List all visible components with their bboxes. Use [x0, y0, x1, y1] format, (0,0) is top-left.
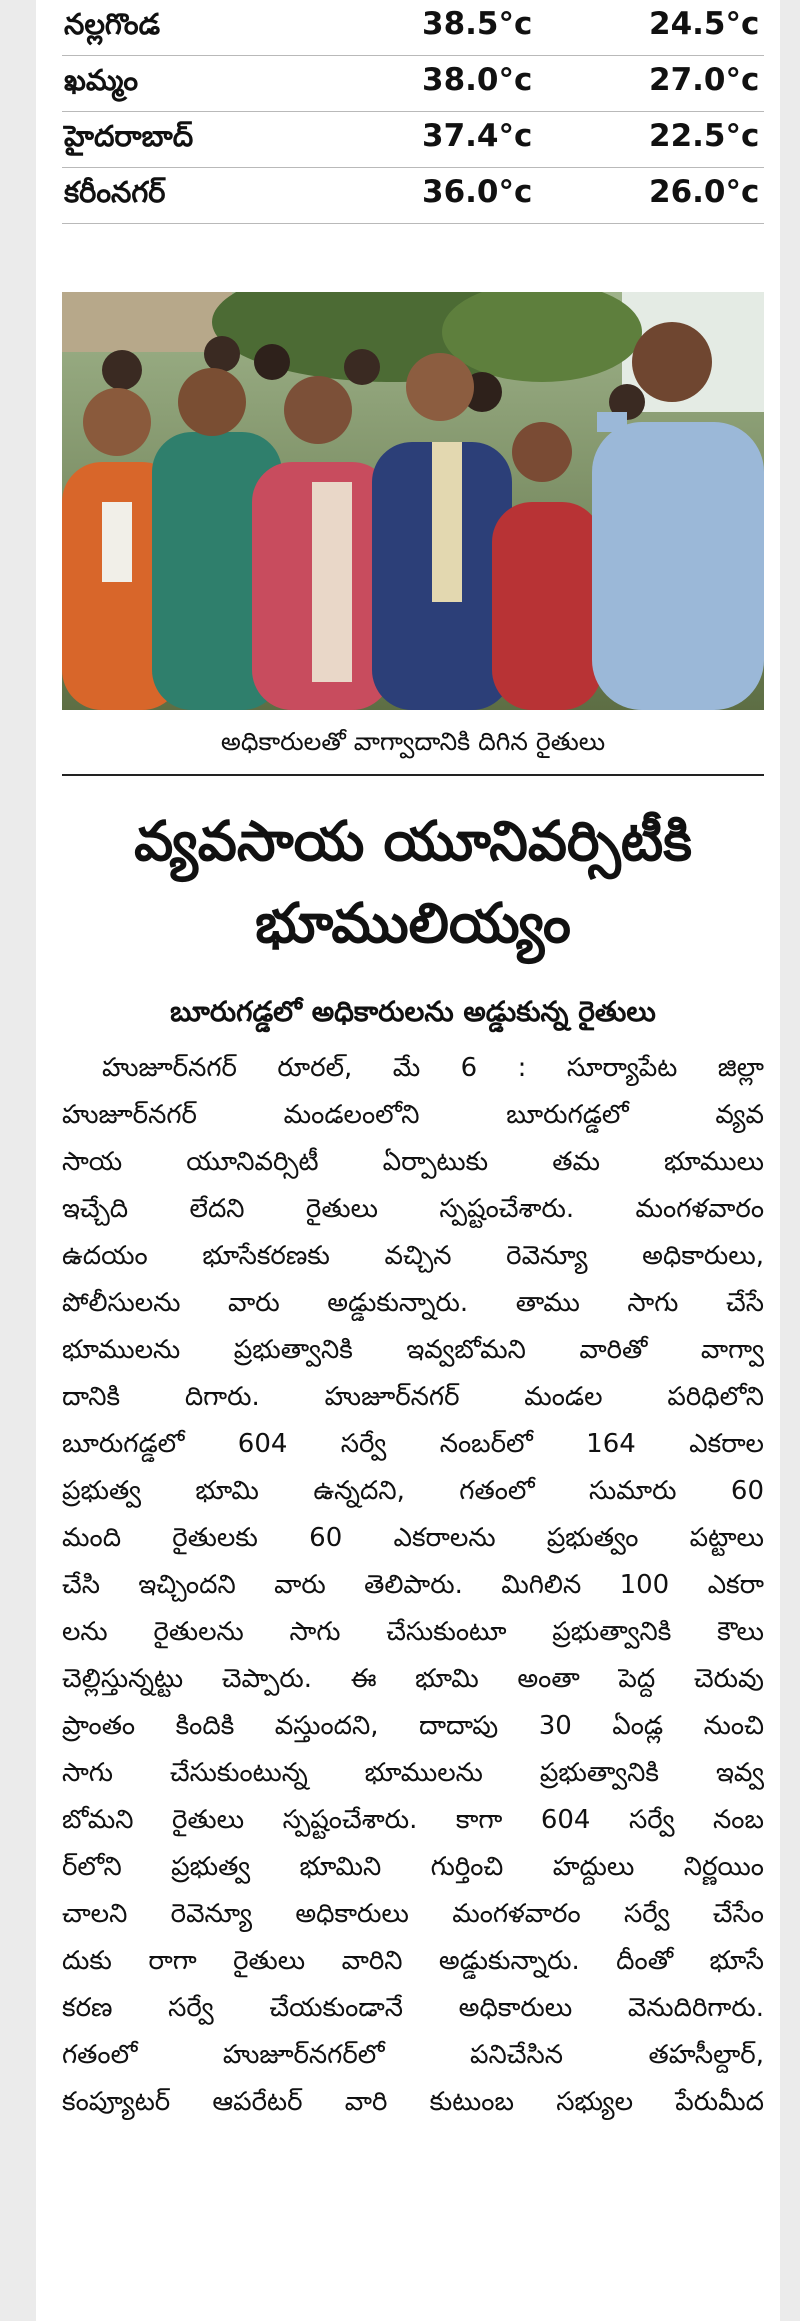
max-temperature: 38.5°c	[422, 6, 533, 42]
temperature-row	[62, 56, 764, 112]
max-temperature: 37.4°c	[422, 118, 533, 154]
photo-caption: అధికారులతో వాగ్వాదానికి దిగిన రైతులు	[220, 727, 606, 756]
body-line: ప్రభుత్వ భూమి ఉన్నదని, గతంలో సుమారు 60	[62, 1476, 764, 1506]
page-margin-left	[0, 0, 36, 2321]
article-subheadline: బూరుగడ్డలో అధికారులను అడ్డుకున్న రైతులు	[170, 995, 656, 1028]
body-line: ఉదయం భూసేకరణకు వచ్చిన రెవెన్యూ అధికారులు,	[62, 1241, 764, 1271]
body-line: మంది రైతులకు 60 ఎకరాలను ప్రభుత్వం పట్టాలు	[62, 1523, 764, 1553]
article-headline: వ్యవసాయ యూనివర్సిటీకి భూములియ్యం	[134, 809, 692, 955]
page-margin-right	[780, 0, 800, 2321]
temperature-row	[62, 0, 764, 56]
body-line: చేసి ఇచ్చిందని వారు తెలిపారు. మిగిలిన 100 ఎకరా	[62, 1570, 764, 1600]
city-name: కరీంనగర్	[64, 175, 166, 209]
body-line: హుజూర్‌నగర్ మండలంలోని బూరుగడ్డలో వ్యవ	[62, 1100, 764, 1130]
newspaper-page	[36, 0, 780, 2321]
body-line: చెల్లిస్తున్నట్టు చెప్పారు. ఈ భూమి అంతా పెద్ద చెరువు	[62, 1664, 764, 1694]
city-name: ఖమ్మం	[64, 63, 139, 97]
city-name: హైదరాబాద్	[64, 119, 194, 153]
min-temperature: 27.0°c	[649, 62, 760, 98]
temperature-row	[62, 112, 764, 168]
temperature-row	[62, 168, 764, 224]
body-line: పోలీసులను వారు అడ్డుకున్నారు. తాము సాగు చేసే	[62, 1288, 764, 1318]
body-line: లను రైతులను సాగు చేసుకుంటూ ప్రభుత్వానికి కౌలు	[62, 1617, 764, 1647]
city-name: నల్లగొండ	[64, 7, 161, 41]
article-body	[62, 1045, 764, 2126]
body-line: సాగు చేసుకుంటున్న భూములను ప్రభుత్వానికి ఇవ్వ	[62, 1758, 764, 1788]
min-temperature: 26.0°c	[649, 174, 760, 210]
min-temperature: 22.5°c	[649, 118, 760, 154]
body-line: ప్రాంతం కిందికి వస్తుందని, దాదాపు 30 ఏండ్ల నుంచి	[62, 1711, 764, 1741]
body-line: హుజూర్‌నగర్ రూరల్, మే 6 : సూర్యాపేట జిల్లా	[102, 1053, 764, 1083]
temperature-table	[62, 0, 764, 224]
caption-divider	[62, 774, 764, 776]
max-temperature: 36.0°c	[422, 174, 533, 210]
body-line: దుకు రాగా రైతులు వారిని అడ్డుకున్నారు. దీంతో భూసే	[62, 1946, 764, 1976]
farmers-protest-photo	[62, 292, 764, 710]
body-line: ర్‌లోని ప్రభుత్వ భూమిని గుర్తించి హద్దులు నిర్ణయిం	[62, 1852, 764, 1882]
body-line: చాలని రెవెన్యూ అధికారులు మంగళవారం సర్వే చేసేం	[62, 1899, 764, 1929]
body-line: బోమని రైతులు స్పష్టంచేశారు. కాగా 604 సర్వే నంబ	[62, 1805, 764, 1835]
body-line: దానికి దిగారు. హుజూర్‌నగర్ మండల పరిధిలోని	[62, 1382, 764, 1412]
body-line: సాయ యూనివర్సిటీ ఏర్పాటుకు తమ భూములు	[62, 1147, 764, 1177]
body-line: కంప్యూటర్ ఆపరేటర్ వారి కుటుంబ సభ్యుల పేరుమీద	[62, 2087, 764, 2117]
news-photo	[62, 292, 764, 710]
min-temperature: 24.5°c	[649, 6, 760, 42]
max-temperature: 38.0°c	[422, 62, 533, 98]
body-line: ఇచ్చేది లేదని రైతులు స్పష్టంచేశారు. మంగళవారం	[62, 1194, 764, 1224]
body-line: బూరుగడ్డలో 604 సర్వే నంబర్‌లో 164 ఎకరాల	[62, 1429, 764, 1459]
body-line: గతంలో హుజూర్‌నగర్‌లో పనిచేసిన తహసీల్దార్,	[62, 2040, 764, 2070]
body-line: భూములను ప్రభుత్వానికి ఇవ్వబోమని వారితో వాగ్వా	[62, 1335, 764, 1365]
body-line: కరణ సర్వే చేయకుండానే అధికారులు వెనుదిరిగారు.	[62, 1993, 764, 2023]
